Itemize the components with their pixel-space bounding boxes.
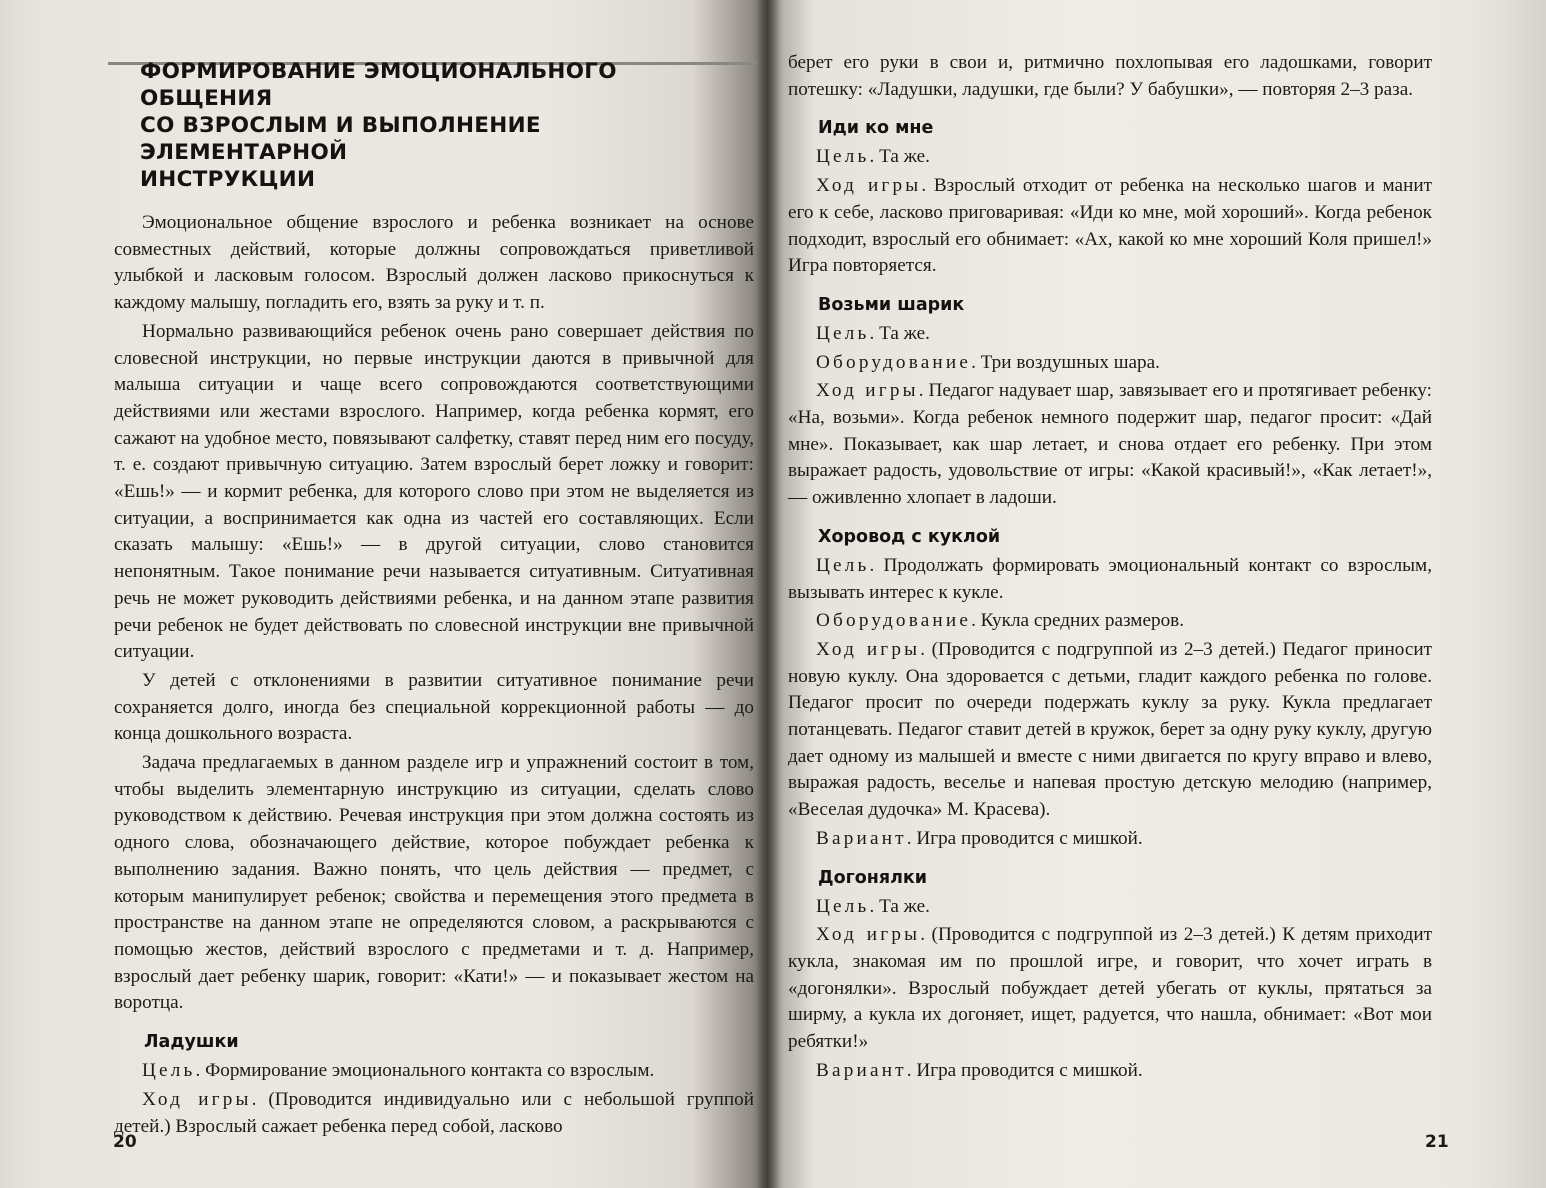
section-title-line: СО ВЗРОСЛЫМ И ВЫПОЛНЕНИЕ ЭЛЕМЕНТАРНОЙ [140,113,541,165]
game-goal [788,553,1432,606]
lead-text: . Игра проводится с мишкой. [906,827,1143,849]
body-paragraph: Задача предлагаемых в данном разделе игр и упражнений состоит в том, чтобы выделить элементарную инструкцию из ситуации, сделать слово руководством к действию. Речевая инструкция при этом должна состоять из одного слова, обозначающего действие, которое побуждает ребенка к выполнению задания. Важно понять, что цель действия — предмет, с которым манипулирует ребенок; свойства и перемещения этого предмета в пространстве на данном этапе не определяются словом, а раскрываются с помощью жестов, действий взрослого с предметами и т. д. Например, взрослый дает ребенку шарик, говорит: «Кати!» — и показывает жестом на воротца. [114,752,754,1014]
page-number-left: 20 [113,1132,137,1152]
lead-text: . Та же. [869,322,930,344]
lead-text: . Три воздушных шара. [971,351,1160,373]
game-title-khorovod: Хоровод с куклой [818,526,1001,547]
right-text-column [788,50,1432,1085]
right-page [768,0,1546,1188]
game-equipment [788,608,1432,635]
lead-term: Цель [816,554,870,576]
game-goal [788,321,1432,348]
game-procedure [114,1087,754,1140]
lead-term: Ход игры [816,924,921,946]
game-equipment [788,350,1432,377]
game-goal [788,144,1432,171]
lead-text: . Та же. [869,895,930,917]
book-gutter [756,0,780,1188]
lead-term: Оборудование [816,610,972,632]
section-title-line: ИНСТРУКЦИИ [140,167,316,192]
lead-text: . Формирование эмоционального контакта со взрослым. [195,1060,655,1082]
lead-text: . Педагог надувает шар, завязывает его и протягивает ребенку: «На, возьми». Когда ребенок немного подержит шар, педагог просит: «Дай мне». Показывает, как шар летает, и снова отдает его ребенку. При этом выражает радость, удовольствие от игры: «Какой красивый!», «Как летает!», — оживленно хлопает в ладоши. [788,380,1432,509]
continuation-paragraph: берет его руки в свои и, ритмично похлопывая его ладошками, говорит потешку: «Ладушки, ладушки, где были? У бабушки», — повторяя 2–3 раза. [788,52,1432,100]
game-procedure [788,922,1432,1056]
game-procedure [788,173,1432,280]
lead-term: Вариант [816,827,907,849]
lead-text: . Продолжать формировать эмоциональный контакт со взрослым, вызывать интерес к кукле. [788,554,1432,603]
game-procedure [788,378,1432,512]
lead-text: . Взрослый отходит от ребенка на несколько шагов и манит его к себе, ласково приговаривая: «Иди ко мне, мой хороший». Когда ребенок подходит, взрослый его обнимает: «Ах, какой ко мне хороший Коля пришел!» Игра повторяется. [788,175,1432,277]
section-title [140,58,754,193]
lead-text: . (Проводится с подгруппой из 2–3 детей.) Педагог приносит новую куклу. Она здоровается с детьми, гладит каждого ребенка по голове. Педагог просит по очереди подержать куклу за руку. Кукла предлагает потанцевать. Педагог ставит детей в кружок, берет за одну руку куклу, другую дает одному из малышей и вместе с ними двигается по кругу вправо и влево, выражая радость, веселье и напевая простую детскую мелодию (например, «Веселая дудочка» М. Красева). [788,638,1432,821]
section-title-line: ФОРМИРОВАНИЕ ЭМОЦИОНАЛЬНОГО ОБЩЕНИЯ [140,59,617,111]
lead-term: Ход игры [816,638,921,660]
lead-text: . Кукла средних размеров. [971,610,1185,632]
lead-term: Ход игры [816,380,919,402]
game-title-vozmi-sharik: Возьми шарик [818,294,965,315]
game-variant [788,1058,1432,1085]
game-procedure [788,637,1432,824]
game-goal [114,1058,754,1085]
lead-text: . Та же. [869,146,930,168]
lead-term: Цель [142,1060,196,1082]
body-paragraph: У детей с отклонениями в развитии ситуативное понимание речи сохраняется долго, иногда без специальной коррекционной работы — до конца дошкольного возраста. [114,669,754,745]
lead-text: . (Проводится с подгруппой из 2–3 детей.) К детям приходит кукла, знакомая им по прошлой игре, и говорит, что хочет играть в «догонялки». Взрослый побуждает детей убегать от куклы, прятаться за ширму, а кукла их догоняет, ищет, радуется, что нашла, обнимает: «Вот мои ребятки!» [788,924,1432,1053]
lead-term: Цель [816,146,870,168]
left-page [0,0,768,1188]
lead-term: Ход игры [816,175,922,197]
lead-term: Оборудование [816,351,972,373]
lead-text: . (Проводится индивидуально или с небольшой группой детей.) Взрослый сажает ребенка перед собой, ласково [114,1088,754,1137]
game-title-idi-ko-mne: Иди ко мне [818,118,934,139]
lead-term: Ход игры [142,1088,252,1110]
body-paragraph: Нормально развивающийся ребенок очень рано совершает действия по словесной инструкции, но первые инструкции даются в привычной для малыша ситуации и чаще всего сопровождаются соответствующими действиями или жестами взрослого. Например, когда ребенка кормят, его сажают на удобное место, повязывают салфетку, ставят перед ним его посуду, т. е. создают привычную ситуацию. Затем взрослый берет ложку и говорит: «Ешь!» — и кормит ребенка, для которого слово при этом не выделяется из ситуации, а воспринимается как одна из частей его составляющих. Если сказать малышу: «Ешь!» — в другой ситуации, слово становится непонятным. Такое понимание речи называется ситуативным. Ситуативная речь не может руководить действиями ребенка, и на данном этапе развития речи ребенок не будет действовать по словесной инструкции вне привычной ситуации. [114,320,754,663]
left-text-column [114,58,754,1140]
lead-term: Вариант [816,1059,907,1081]
game-goal [788,894,1432,921]
page-number-right: 21 [1425,1132,1449,1152]
game-title-dogonyalki: Догонялки [818,867,928,888]
lead-term: Цель [816,895,870,917]
lead-text: . Игра проводится с мишкой. [906,1059,1143,1081]
game-variant [788,826,1432,853]
body-paragraph: Эмоциональное общение взрослого и ребенка возникает на основе совместных действий, которые должны сопровождаться приветливой улыбкой и ласковым голосом. Взрослый должен ласково прикоснуться к каждому малышу, погладить его, взять за руку и т. п. [114,212,754,314]
game-title-ladushki: Ладушки [144,1032,239,1053]
lead-term: Цель [816,322,870,344]
